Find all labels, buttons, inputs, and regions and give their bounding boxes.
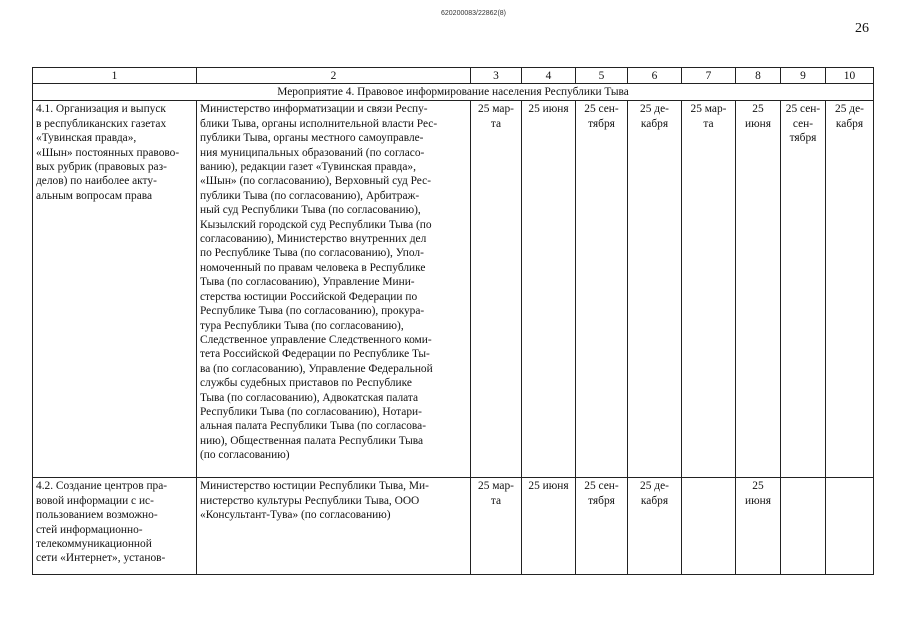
deadline-cell: 25 де- кабря: [628, 478, 682, 575]
column-number: 9: [781, 68, 826, 84]
deadline-cell: 25 мар- та: [471, 478, 522, 575]
deadline-cell: [781, 478, 826, 575]
column-number: 8: [736, 68, 781, 84]
document-code: 620200083/22862(8): [441, 10, 507, 17]
deadline-cell: 25 мар- та: [471, 101, 522, 478]
column-number: 4: [522, 68, 576, 84]
table-row: [33, 478, 874, 575]
deadline-cell: 25 июня: [736, 101, 781, 478]
measure-cell: 4.2. Создание центров пра- вовой информации с ис- пользованием возможно- стей информационно- телекоммуникационной сети «Интернет», установ-: [33, 478, 197, 575]
deadline-cell: [682, 478, 736, 575]
column-number: 3: [471, 68, 522, 84]
deadline-cell: 25 июня: [522, 478, 576, 575]
deadline-cell: 25 июня: [522, 101, 576, 478]
deadline-cell: 25 сен- тября: [576, 101, 628, 478]
table-row: [33, 101, 874, 478]
deadline-cell: 25 де- кабря: [628, 101, 682, 478]
measures-table: [32, 67, 874, 575]
column-number-row: [33, 68, 874, 84]
executors-cell: Министерство юстиции Республики Тыва, Ми- нистерство культуры Республики Тыва, ООО «Консультант-Тува» (по согласованию): [197, 478, 471, 575]
deadline-cell: 25 мар- та: [682, 101, 736, 478]
deadline-cell: 25 июня: [736, 478, 781, 575]
deadline-cell: 25 сен- сен- тября: [781, 101, 826, 478]
executors-cell: Министерство информатизации и связи Респу- блики Тыва, органы исполнительной власти Рес- публики Тыва, органы местного самоуправле- ния муниципальных образований (по согласо- ванию), редакции газет «Тувинская правда», «Шын» (по согласованию), Верховный суд Рес- публики Тыва (по согласованию), Арбитраж- ный суд Республики Тыва (по согласованию), Кызылский городской суд Республики Тыва (по согласованию), Министерство внутренних дел по Республике Тыва (по согласованию), Упол- номоченный по правам человека в Республике Тыва (по согласованию), Управление Мини- стерства юстиции Российской Федерации по Республике Тыва (по согласованию), прокура- тура Республики Тыва (по согласованию), Следственное управление Следственного коми- тета Российской Федерации по Республике Ты- ва (по согласованию), Управление Федеральной службы судебных приставов по Республике Тыва (по согласованию), Адвокатская палата Республики Тыва (по согласованию), Нотари- альная палата Республики Тыва (по согласова- нию), Общественная палата Республики Тыва (по согласованию): [197, 101, 471, 478]
column-number: 10: [826, 68, 874, 84]
column-number: 1: [33, 68, 197, 84]
section-title: Мероприятие 4. Правовое информирование населения Республики Тыва: [33, 84, 874, 101]
column-number: 7: [682, 68, 736, 84]
section-row: [33, 84, 874, 101]
page-number: 26: [855, 21, 869, 36]
deadline-cell: [826, 478, 874, 575]
deadline-cell: 25 де- кабря: [826, 101, 874, 478]
column-number: 5: [576, 68, 628, 84]
column-number: 2: [197, 68, 471, 84]
measure-cell: 4.1. Организация и выпуск в республиканских газетах «Тувинская правда», «Шын» постоянных правово- вых рубрик (правовых раз- делов) по наиболее акту- альным вопросам права: [33, 101, 197, 478]
deadline-cell: 25 сен- тября: [576, 478, 628, 575]
column-number: 6: [628, 68, 682, 84]
